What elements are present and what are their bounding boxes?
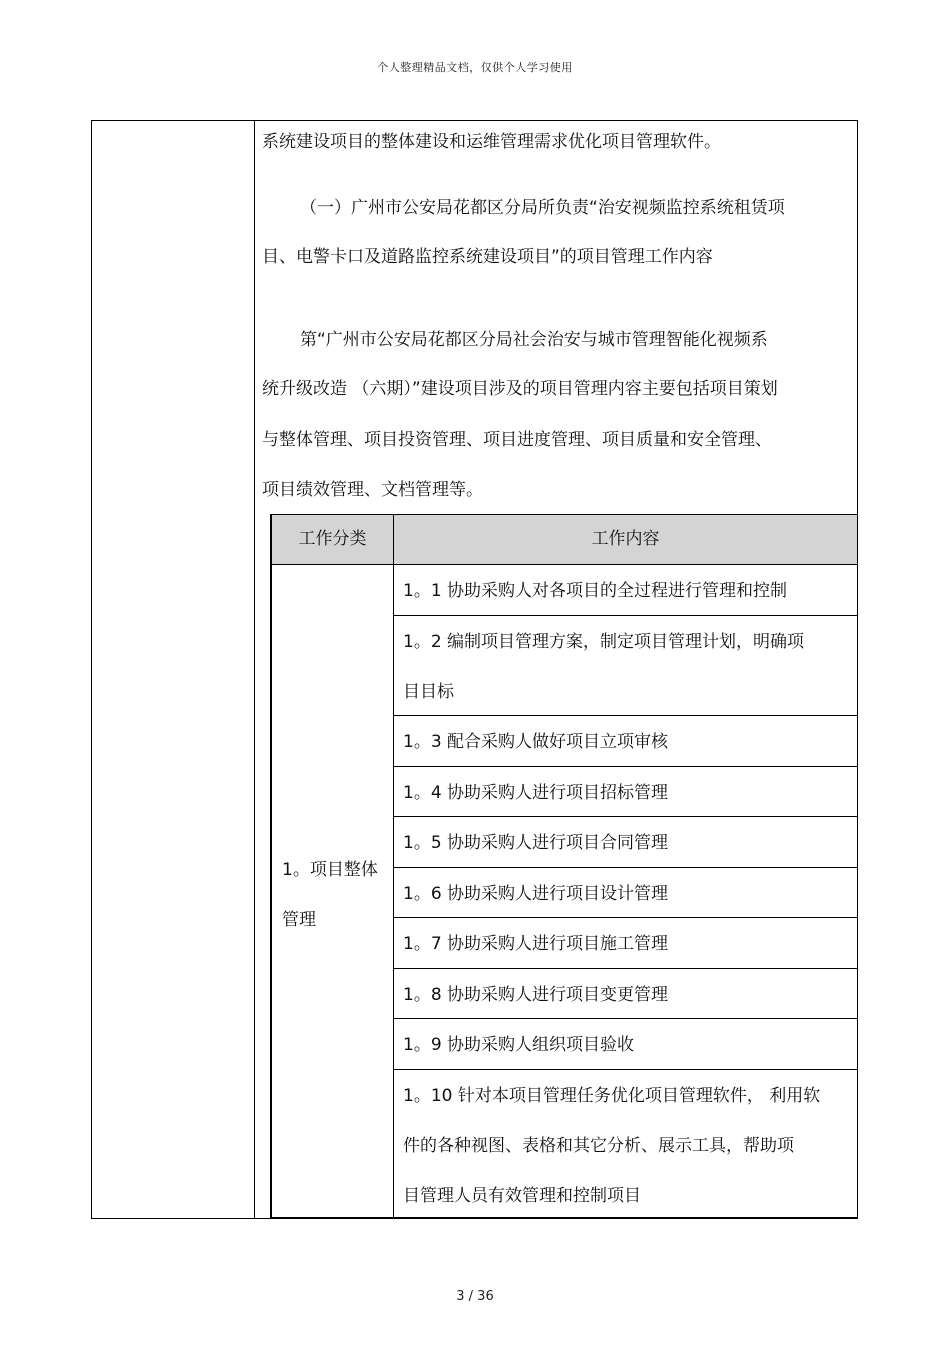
row-text: 1。4 协助采购人进行项目招标管理 [403,783,669,803]
row-text: 1。1 协助采购人对各项目的全过程进行管理和控制 [403,581,788,601]
paragraph-line: 系统建设项目的整体建设和运维管理需求优化项目管理软件。 [262,132,721,152]
paragraph-line: 与整体管理、项目投资管理、项目进度管理、项目质量和安全管理、 [262,430,772,450]
table-row [394,868,857,918]
row-text: 1。10 针对本项目管理任务优化项目管理软件， 利用软 [403,1086,821,1106]
category-label: 管理 [282,910,316,930]
page-number: 3 / 36 [456,1289,494,1304]
table-row [394,969,857,1019]
row-text: 1。9 协助采购人组织项目验收 [403,1035,635,1055]
table-row [394,565,857,616]
table-header-row [272,515,857,565]
work-content-table [270,514,858,1219]
row-text: 1。2 编制项目管理方案，制定项目管理计划，明确项 [403,632,805,652]
row-text: 1。6 协助采购人进行项目设计管理 [403,884,669,904]
row-text: 件的各种视图、表格和其它分析、展示工具，帮助项 [403,1136,794,1156]
table-row [394,918,857,969]
header-category: 工作分类 [298,529,367,549]
page-header: 个人整理精品文档，仅供个人学习使用 [377,61,573,74]
table-row [394,1019,857,1070]
table-row [394,1070,857,1218]
table-row [394,767,857,817]
paragraph-line: 目、电警卡口及道路监控系统建设项目”的项目管理工作内容 [262,247,713,267]
category-label: 1。项目整体 [282,860,378,880]
table-row [394,817,857,868]
table-row [394,616,857,716]
row-text: 目目标 [403,682,454,702]
paragraph-line: 统升级改造 （六期）”建设项目涉及的项目管理内容主要包括项目策划 [262,379,778,399]
row-text: 1。7 协助采购人进行项目施工管理 [403,934,669,954]
header-content: 工作内容 [591,529,660,549]
paragraph-line: 项目绩效管理、文档管理等。 [262,480,483,500]
row-text: 1。3 配合采购人做好项目立项审核 [403,732,669,752]
paragraph-line: 第“广州市公安局花都区分局社会治安与城市管理智能化视频系 [300,330,768,350]
outer-column-divider [254,121,255,1218]
row-text: 目管理人员有效管理和控制项目 [403,1186,641,1206]
table-row [394,716,857,767]
paragraph-line: （一）广州市公安局花都区分局所负责“治安视频监控系统租赁项 [300,198,785,218]
row-text: 1。5 协助采购人进行项目合同管理 [403,833,669,853]
row-text: 1。8 协助采购人进行项目变更管理 [403,985,669,1005]
